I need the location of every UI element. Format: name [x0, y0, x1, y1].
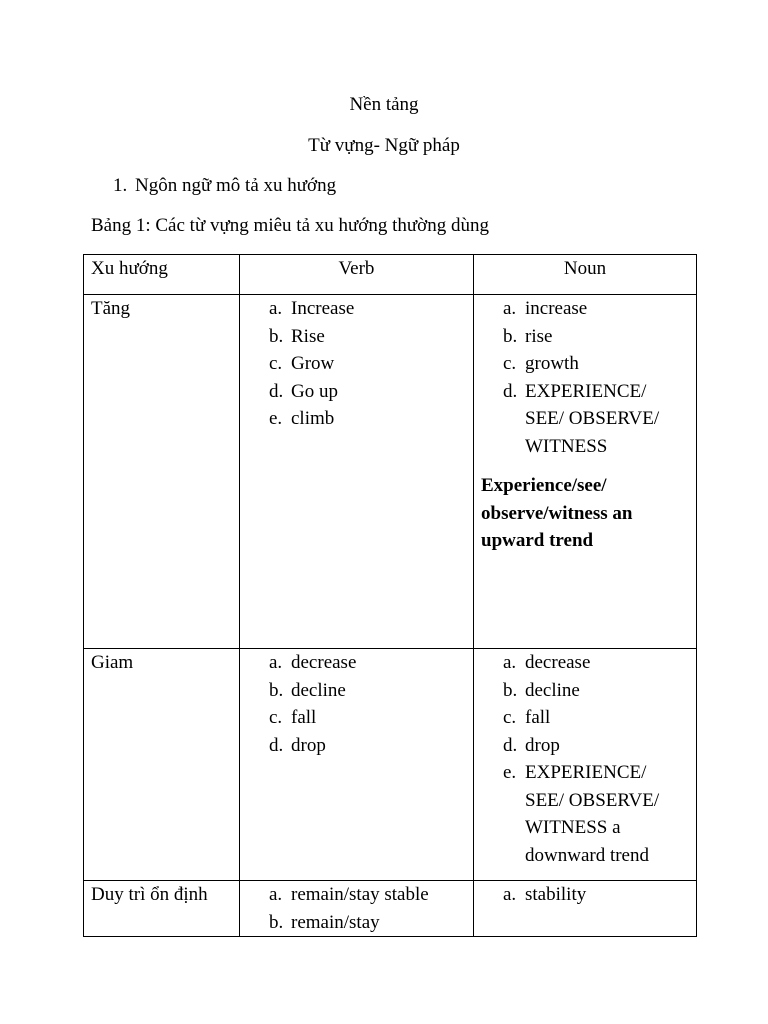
- list-marker: c.: [269, 707, 283, 728]
- list-item: [503, 378, 689, 461]
- list-marker: d.: [269, 380, 284, 402]
- list-item: [269, 350, 466, 378]
- list-item-text: fall: [525, 707, 551, 728]
- list-item-text: EXPERIENCE/ SEE/ OBSERVE/ WITNESS a downward trend: [525, 762, 660, 866]
- trend-cell: Giam: [84, 649, 240, 881]
- list-marker: e.: [503, 762, 517, 783]
- list-item: [503, 732, 689, 760]
- list-item: [503, 677, 689, 705]
- noun-list: [503, 649, 689, 869]
- list-item-text: Grow: [291, 353, 335, 374]
- section-heading: [113, 175, 336, 197]
- list-marker: c.: [269, 353, 283, 374]
- list-marker: c.: [503, 707, 517, 728]
- list-item: [269, 295, 466, 323]
- list-marker: a.: [503, 884, 517, 905]
- list-item: [269, 677, 466, 705]
- list-marker: d.: [503, 380, 518, 402]
- list-marker: b.: [269, 325, 284, 347]
- list-marker: d.: [269, 734, 284, 756]
- list-item: [503, 323, 689, 351]
- noun-cell: [474, 295, 697, 649]
- trend-cell: Tăng: [84, 295, 240, 649]
- list-item: [503, 649, 689, 677]
- noun-cell: [474, 649, 697, 881]
- list-marker: e.: [269, 408, 283, 429]
- list-marker: a.: [269, 652, 283, 673]
- header-verb: Verb: [240, 255, 474, 295]
- list-item-text: EXPERIENCE/ SEE/ OBSERVE/ WITNESS: [525, 380, 660, 457]
- list-marker: a.: [269, 884, 283, 905]
- document-title: Nền tảng: [349, 94, 419, 115]
- table-row: [84, 649, 697, 881]
- list-item: [269, 405, 466, 433]
- list-item: [503, 350, 689, 378]
- table-caption: Bảng 1: Các từ vựng miêu tả xu hướng thường dùng: [91, 215, 489, 236]
- list-marker: a.: [503, 652, 517, 673]
- list-item-text: decrease: [291, 652, 357, 673]
- list-item-text: remain/stay: [291, 911, 380, 933]
- verb-list: [269, 295, 466, 433]
- noun-cell: [474, 881, 697, 937]
- list-item-text: fall: [291, 707, 317, 728]
- list-item-text: growth: [525, 353, 579, 374]
- list-marker: a.: [503, 298, 517, 319]
- list-item-text: increase: [525, 298, 588, 319]
- list-marker: a.: [269, 298, 283, 319]
- list-item: [269, 704, 466, 732]
- list-item-text: Go up: [291, 380, 338, 402]
- list-item-text: climb: [291, 408, 335, 429]
- list-item-text: drop: [525, 734, 560, 756]
- list-marker: b.: [269, 679, 284, 701]
- document-subtitle: Từ vựng- Ngữ pháp: [308, 135, 460, 156]
- list-marker: c.: [503, 353, 517, 374]
- list-item: [269, 909, 466, 937]
- list-item-text: drop: [291, 734, 326, 756]
- verb-cell: [240, 649, 474, 881]
- list-item: [269, 649, 466, 677]
- list-item-text: Increase: [291, 298, 355, 319]
- usage-note: Experience/see/ observe/witness an upward trend: [481, 475, 633, 551]
- noun-list: [503, 295, 689, 460]
- list-item-text: rise: [525, 325, 553, 347]
- list-marker: d.: [503, 734, 518, 756]
- list-marker: b.: [503, 325, 518, 347]
- list-item-text: decline: [525, 679, 580, 701]
- section-heading-text: Ngôn ngữ mô tả xu hướng: [135, 175, 337, 196]
- list-item: [503, 704, 689, 732]
- table-row: [84, 881, 697, 937]
- verb-cell: [240, 881, 474, 937]
- verb-cell: [240, 295, 474, 649]
- list-marker: b.: [269, 911, 284, 933]
- list-item: [269, 323, 466, 351]
- list-item: [269, 732, 466, 760]
- list-item-text: Rise: [291, 325, 325, 347]
- header-noun: Noun: [474, 255, 697, 295]
- list-item-text: remain/stay stable: [291, 884, 429, 905]
- section-number: 1.: [113, 175, 128, 196]
- header-trend: Xu hướng: [84, 255, 240, 295]
- table-header-row: [84, 255, 697, 295]
- list-item-text: stability: [525, 884, 587, 905]
- list-marker: b.: [503, 679, 518, 701]
- noun-list: [503, 881, 689, 909]
- verb-list: [269, 649, 466, 759]
- list-item: [269, 378, 466, 406]
- list-item: [503, 881, 689, 909]
- table-row: [84, 295, 697, 649]
- vocabulary-table: [83, 254, 697, 937]
- verb-list: [269, 881, 466, 936]
- list-item: [269, 881, 466, 909]
- trend-cell: Duy trì ổn định: [84, 881, 240, 937]
- list-item-text: decline: [291, 679, 346, 701]
- list-item: [503, 295, 689, 323]
- list-item: [503, 759, 689, 869]
- list-item-text: decrease: [525, 652, 591, 673]
